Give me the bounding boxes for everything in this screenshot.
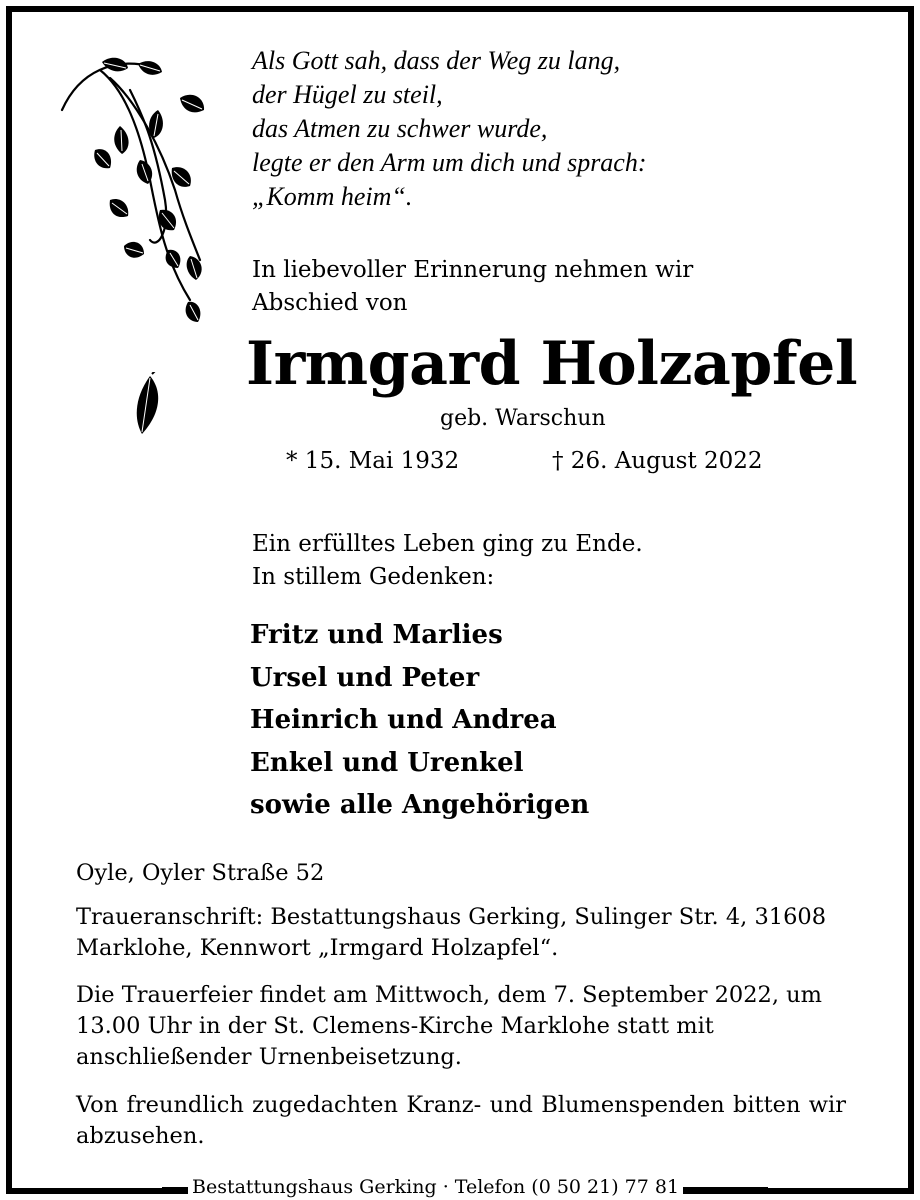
funeral-notice: Die Trauerfeier findet am Mittwoch, dem 7. September 2022, um 13.00 Uhr in der St. Clemens-Kirche Marklohe statt mit anschließender Urnenbeisetzung. (76, 982, 823, 1070)
footer (12, 1174, 908, 1200)
mourner-entry: Enkel und Urenkel (250, 747, 524, 778)
birth-date: * 15. Mai 1932 (286, 448, 460, 474)
closing-line-2: In stillem Gedenken: (252, 564, 495, 590)
closing-text (252, 528, 643, 594)
poem-line: der Hügel zu steil, (252, 80, 443, 109)
footer-text: Bestattungshaus Gerking · Telefon (0 50 21) 77 81 (188, 1174, 683, 1200)
closing-line-1: Ein erfülltes Leben ging zu Ende. (252, 531, 643, 557)
mourner-entry: sowie alle Angehörigen (250, 790, 590, 820)
poem-line: „Komm heim“. (252, 182, 413, 211)
poem-line: legte er den Arm um dich und sprach: (252, 148, 647, 177)
poem-line: das Atmen zu schwer wurde, (252, 114, 548, 143)
mourner-entry: Fritz und Marlies (250, 620, 503, 650)
donation-notice: Von freundlich zugedachten Kranz- und Blumenspenden bitten wir abzusehen. (76, 1092, 846, 1149)
intro-line-2: Abschied von (252, 290, 408, 316)
birth-name: geb. Warschun (440, 406, 606, 431)
mourner-entry: Ursel und Peter (250, 662, 480, 693)
poem (252, 44, 647, 214)
deceased-name: Irmgard Holzapfel (246, 329, 858, 399)
mourners-list (250, 614, 589, 827)
mourner-entry: Heinrich und Andrea (250, 705, 557, 735)
death-date: † 26. August 2022 (552, 448, 763, 474)
intro-line-1: In liebevoller Erinnerung nehmen wir (252, 257, 694, 283)
poem-line: Als Gott sah, dass der Weg zu lang, (252, 46, 621, 75)
home-address: Oyle, Oyler Straße 52 (76, 860, 325, 886)
birch-branch-icon (40, 50, 260, 350)
falling-leaf-icon (128, 372, 168, 442)
mourning-address: Traueranschrift: Bestattungshaus Gerking, Sulinger Str. 4, 31608 Marklohe, Kennwort „Irmgard Holzapfel“. (76, 904, 827, 961)
intro-text (252, 254, 693, 320)
